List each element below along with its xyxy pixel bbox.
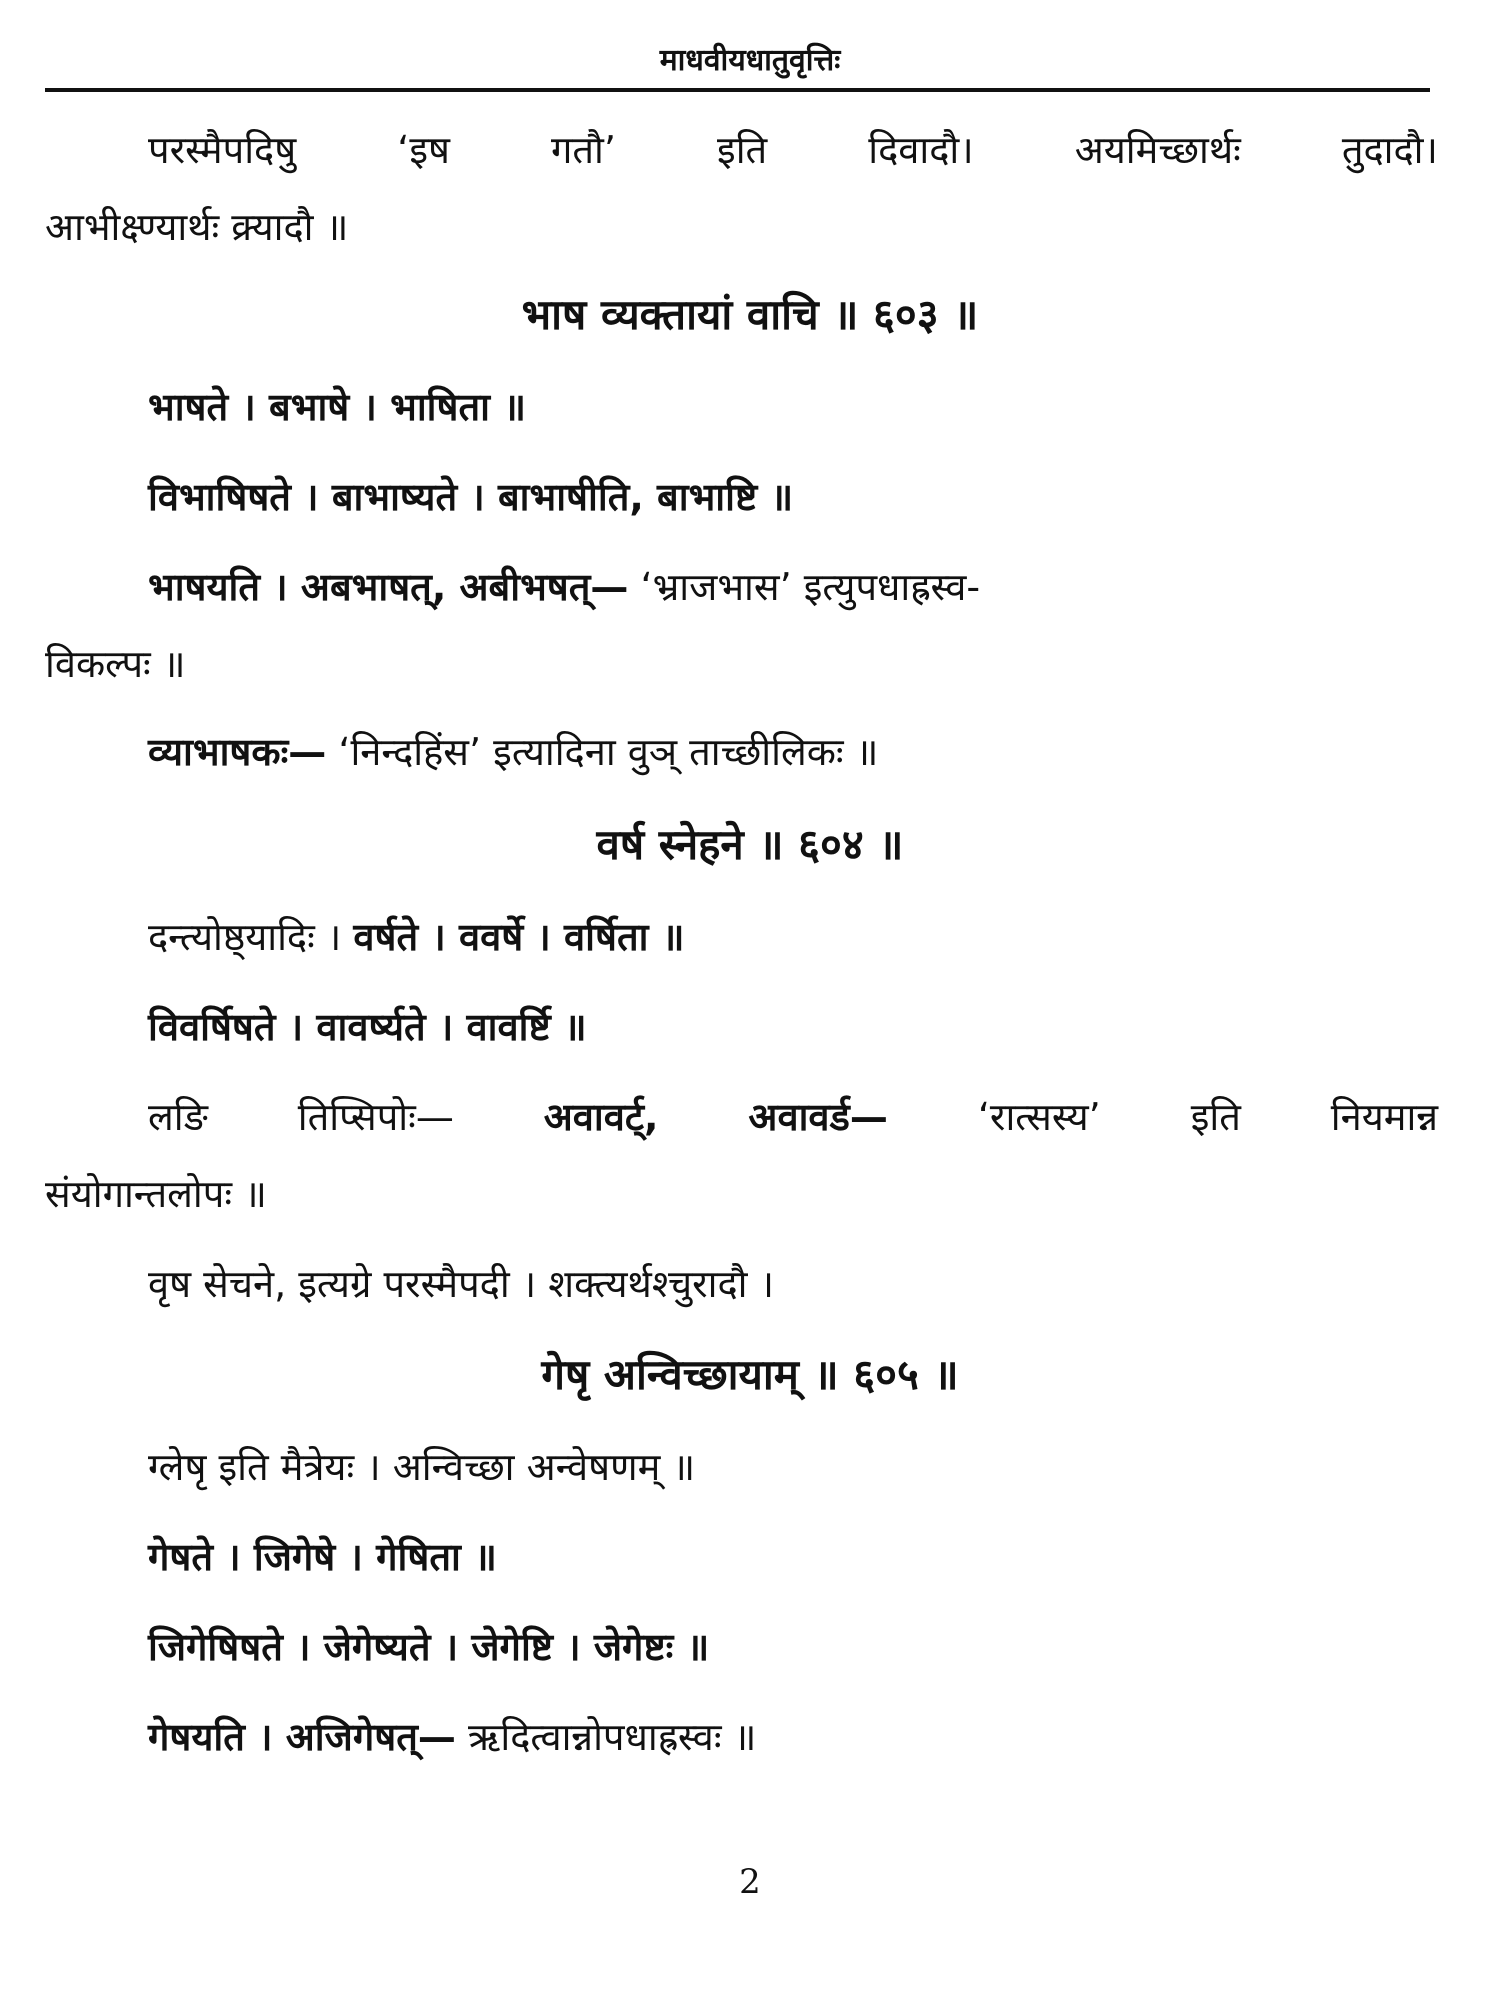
forms-line bbox=[0, 915, 1500, 961]
commentary-line: ग्लेषृ इति मैत्रेयः । अन्विच्छा अन्वेषणम् ॥ bbox=[148, 1445, 696, 1489]
paragraph-line-2: आभीक्ष्ण्यार्थः क्र्यादौ ॥ bbox=[45, 205, 349, 249]
commentary: दन्त्योष्ठ्यादिः । bbox=[148, 915, 342, 959]
forms-line bbox=[0, 730, 1500, 776]
word: इति bbox=[1190, 1095, 1241, 1139]
paragraph-line-1 bbox=[0, 128, 1500, 174]
word: इति bbox=[717, 128, 768, 172]
word: तिप्सिपोः— bbox=[297, 1095, 454, 1139]
word: गतौ’ bbox=[551, 128, 616, 172]
commentary: ‘निन्दहिंस’ इत्यादिना वुञ् ताच्छीलिकः ॥ bbox=[338, 730, 879, 774]
forms-line: जिगेषिषते । जेगेष्यते । जेगेष्टि । जेगेष्टः ॥ bbox=[148, 1625, 710, 1669]
bold-forms: गेषयति । अजिगेषत्— bbox=[148, 1715, 456, 1759]
continuation-line: विकल्पः ॥ bbox=[45, 642, 186, 686]
forms-line bbox=[0, 1095, 1500, 1141]
continuation-line: संयोगान्तलोपः ॥ bbox=[45, 1172, 267, 1216]
word: नियमान्न bbox=[1330, 1095, 1438, 1139]
word: परस्मैपदिषु bbox=[148, 128, 297, 172]
forms-line bbox=[0, 565, 1500, 611]
running-header: माधवीयधातुवृत्तिः bbox=[659, 43, 841, 78]
word: ‘रात्सस्य’ bbox=[977, 1095, 1101, 1139]
bold-forms: भाषयति । अबभाषत्, अबीभषत्— bbox=[148, 565, 629, 609]
commentary-line: वृष सेचने, इत्यग्रे परस्मैपदी । शक्त्यर्थश्चुरादौ । bbox=[148, 1262, 774, 1306]
commentary: ऋदित्वान्नोपधाह्रस्वः ॥ bbox=[467, 1715, 757, 1759]
forms-line bbox=[0, 1715, 1500, 1761]
root-heading-605: गेषृ अन्विच्छायाम् ॥ ६०५ ॥ bbox=[541, 1350, 959, 1399]
root-heading-604: वर्ष स्नेहने ॥ ६०४ ॥ bbox=[596, 820, 904, 869]
commentary: ‘भ्राजभास’ इत्युपधाह्रस्व- bbox=[640, 565, 981, 609]
header-rule bbox=[45, 88, 1430, 92]
forms-line: भाषते । बभाषे । भाषिता ॥ bbox=[148, 385, 526, 429]
word: ‘इष bbox=[397, 128, 450, 172]
forms-line: गेषते । जिगेषे । गेषिता ॥ bbox=[148, 1535, 497, 1579]
forms-line: विवर्षिषते । वावर्ष्यते । वावर्ष्टि ॥ bbox=[148, 1005, 587, 1049]
forms-line: विभाषिषते । बाभाष्यते । बाभाषीति, बाभाष्टि ॥ bbox=[148, 475, 794, 519]
bold-forms: वर्षते । ववर्षे । वर्षिता ॥ bbox=[353, 915, 685, 959]
word: तुदादौ। bbox=[1341, 128, 1438, 172]
root-heading-603: भाष व्यक्तायां वाचि ॥ ६०३ ॥ bbox=[521, 290, 979, 339]
justified-words bbox=[148, 1095, 1438, 1141]
word: अवावर्ट्, bbox=[543, 1095, 659, 1139]
word: दिवादौ। bbox=[868, 128, 974, 172]
bold-forms: व्याभाषकः— bbox=[148, 730, 327, 774]
justified-words bbox=[148, 128, 1438, 174]
word: अयमिच्छार्थः bbox=[1074, 128, 1241, 172]
word: लङि bbox=[148, 1095, 208, 1139]
word: अवावर्ड— bbox=[748, 1095, 888, 1139]
page-number: 2 bbox=[739, 1862, 761, 1902]
